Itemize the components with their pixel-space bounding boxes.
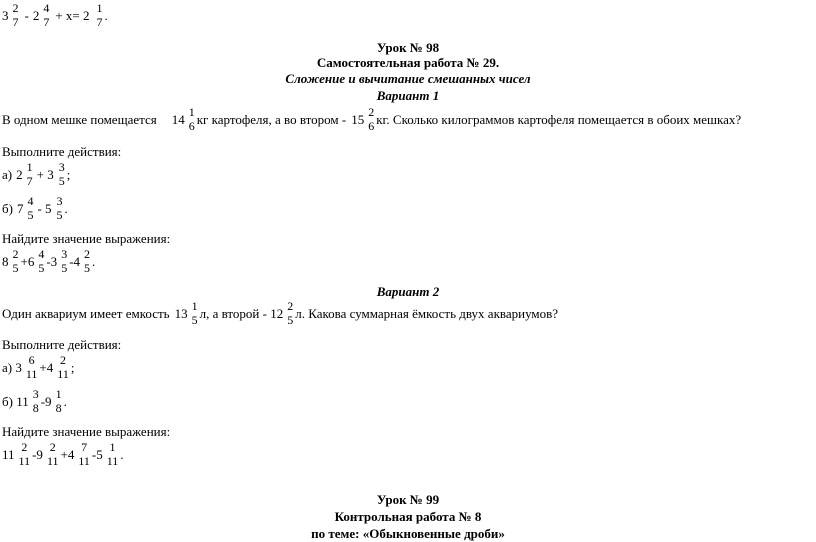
lesson-99-title: Урок № 99 [376,492,440,507]
fraction: 7 11 [78,440,90,468]
variant-1-task-a: а) 2 1 7 + 3 3 5 ; [2,160,71,188]
fraction: 3 8 [32,387,39,415]
expression-heading: Найдите значение выражения: [2,231,171,246]
lesson-99-subtitle: Контрольная работа № 8 [334,509,482,524]
fraction: 1 7 [26,160,33,188]
fraction: 6 11 [25,353,38,381]
variant-2-expression: 11 2 11 -9 2 11 +4 7 11 -5 1 11 . [2,440,124,468]
fraction: 1 5 [191,299,198,327]
expression-heading: Найдите значение выражения: [2,424,171,439]
fraction: 2 6 [368,105,375,133]
actions-heading: Выполните действия: [2,144,122,159]
lesson-98-topic: Сложение и вычитание смешанных чисел [285,71,531,86]
fraction: 4 5 [38,247,45,275]
fraction: 2 5 [84,247,91,275]
lesson-99-topic: по теме: «Обыкновенные дроби» [311,526,505,541]
fraction: 3 5 [56,194,63,222]
fraction: 4 5 [27,194,34,222]
variant-1-expression: 8 2 5 +6 4 5 -3 3 5 -4 2 5 . [2,247,96,275]
variant-1-label: Вариант 1 [376,88,440,103]
variant-2-task-b: б) 11 3 8 -9 1 8 . [2,387,67,415]
fraction: 2 5 [12,247,19,275]
fraction: 1 6 [188,105,195,133]
variant-1-problem: В одном мешке помещается 14 1 6 кг картофеля, а во втором - 15 2 6 кг. Сколько килограммов картофеля помещается в обоих мешках? [2,105,742,133]
variant-2-task-a: а) 3 6 11 +4 2 11 ; [2,353,75,381]
whole-part: 3 [2,8,9,23]
variant-2-problem: Один аквариум имеет емкость 13 1 5 л, а второй - 12 2 5 л. Какова суммарная ёмкость двух аквариумов? [2,299,559,327]
variant-1-task-b: б) 7 4 5 - 5 3 5 . [2,194,68,222]
fraction: 3 5 [61,247,68,275]
lesson-98-title: Урок № 98 [376,40,440,55]
fraction: 3 5 [58,160,65,188]
top-equation: 3 2 7 - 2 4 7 + x= 2 1 7 . [2,1,108,29]
variant-2-label: Вариант 2 [376,284,440,299]
fraction: 1 8 [55,387,62,415]
fraction: 1 7 [96,1,103,29]
fraction: 2 5 [287,299,294,327]
actions-heading: Выполните действия: [2,337,122,352]
fraction: 2 11 [18,440,31,468]
fraction: 4 7 [43,1,50,29]
lesson-98-subtitle: Самостоятельная работа № 29. [316,55,500,70]
fraction: 1 11 [106,440,119,468]
fraction: 2 11 [46,440,59,468]
fraction: 2 11 [57,353,69,381]
fraction: 2 7 [12,1,19,29]
